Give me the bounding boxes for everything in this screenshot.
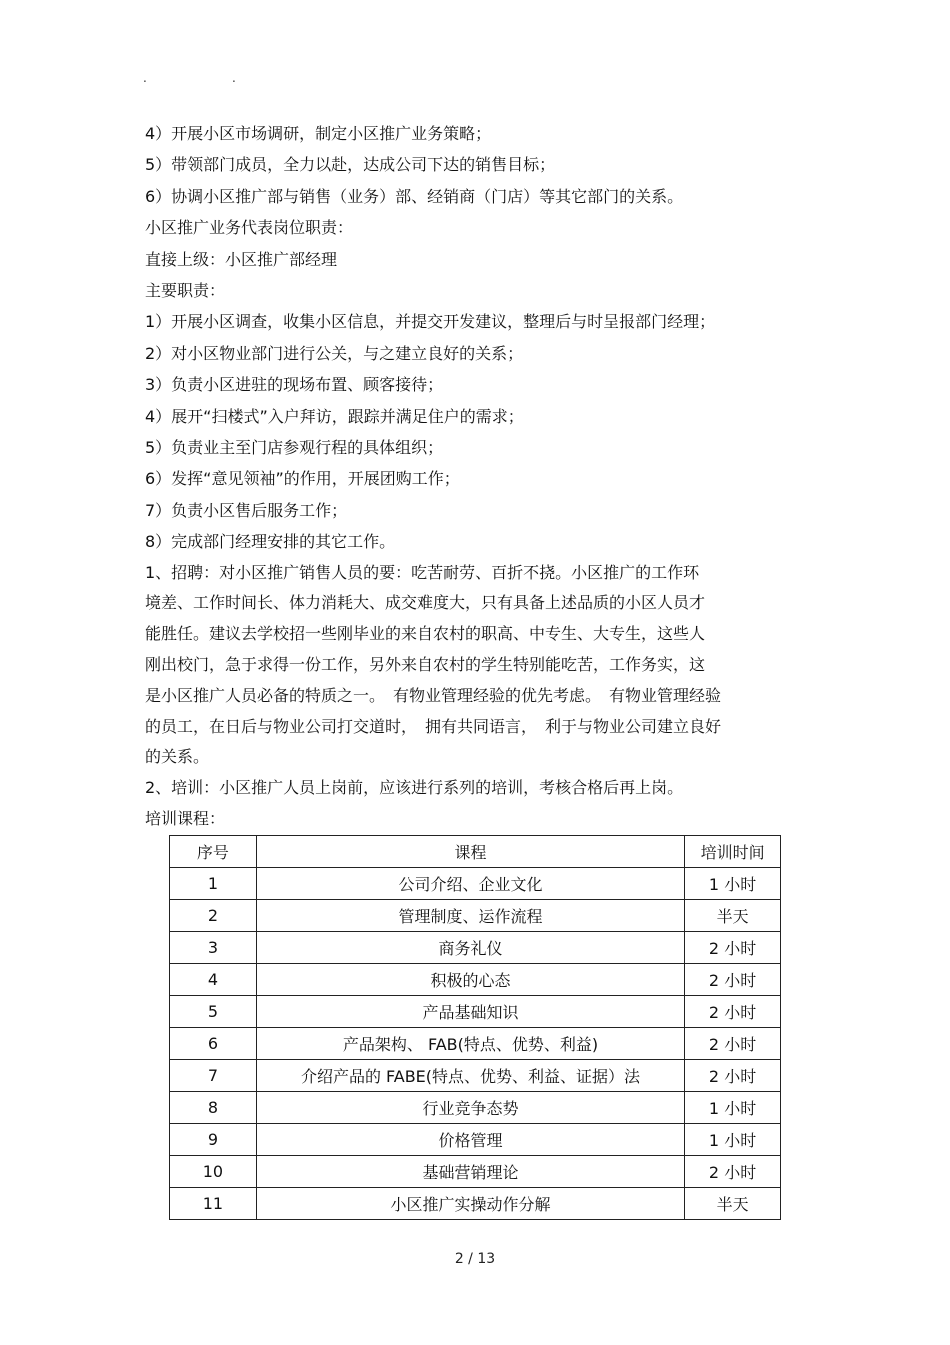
cell-course: 小区推广实操动作分解: [256, 1188, 684, 1220]
paragraph-line: 的关系。: [145, 747, 210, 767]
cell-duration: 2 小时: [685, 996, 781, 1028]
text-line: 7）负责小区售后服务工作；: [145, 500, 348, 520]
text-line: 1）开展小区调查，收集小区信息，并提交开发建议，整理后与时呈报部门经理；: [145, 312, 716, 332]
cell-course: 介绍产品的 FABE(特点、优势、利益、证据）法: [256, 1060, 684, 1092]
courses-label: 培训课程：: [145, 809, 226, 829]
cell-index: 7: [170, 1060, 257, 1092]
table-row: [170, 932, 781, 964]
table-row: [170, 1060, 781, 1092]
header-duration: 培训时间: [685, 836, 781, 868]
cell-duration: 1 小时: [685, 1124, 781, 1156]
text-line: 6）协调小区推广部与销售（业务）部、经销商（门店）等其它部门的关系。: [145, 186, 684, 206]
training-paragraph: 2、培训：小区推广人员上岗前，应该进行系列的培训，考核合格后再上岗。: [145, 778, 684, 798]
duty-list: [145, 118, 805, 558]
table-row: [170, 996, 781, 1028]
text-line: 5）带领部门成员，全力以赴，达成公司下达的销售目标；: [145, 155, 556, 175]
header-mark: .: [232, 71, 236, 85]
page-number: 2 / 13: [454, 1251, 496, 1267]
header-mark: .: [143, 71, 147, 85]
paragraph-line: 境差、工作时间长、体力消耗大、成交难度大，只有具备上述品质的小区人员才: [145, 593, 706, 613]
cell-index: 4: [170, 964, 257, 996]
cell-index: 5: [170, 996, 257, 1028]
text-line: 8）完成部门经理安排的其它工作。: [145, 532, 396, 552]
table-row: [170, 900, 781, 932]
training-course-table: [169, 835, 781, 1220]
cell-index: 10: [170, 1156, 257, 1188]
cell-duration: 2 小时: [685, 932, 781, 964]
cell-course: 价格管理: [256, 1124, 684, 1156]
cell-index: 8: [170, 1092, 257, 1124]
cell-duration: 半天: [685, 1188, 781, 1220]
paragraph-line: 能胜任。建议去学校招一些刚毕业的来自农村的职高、中专生、大专生，这些人: [145, 624, 706, 644]
cell-index: 9: [170, 1124, 257, 1156]
cell-course: 商务礼仪: [256, 932, 684, 964]
cell-duration: 2 小时: [685, 1028, 781, 1060]
cell-duration: 2 小时: [685, 964, 781, 996]
paragraph-line: 刚出校门，急于求得一份工作，另外来自农村的学生特别能吃苦，工作务实，这: [145, 655, 706, 675]
table-row: [170, 868, 781, 900]
cell-course: 公司介绍、企业文化: [256, 868, 684, 900]
text-line: 5）负责业主至门店参观行程的具体组织；: [145, 438, 444, 458]
header-index: 序号: [170, 836, 257, 868]
cell-duration: 1 小时: [685, 1092, 781, 1124]
table-row: [170, 964, 781, 996]
table-header-row: [170, 836, 781, 868]
cell-course: 行业竞争态势: [256, 1092, 684, 1124]
text-line: 6）发挥“意见领袖”的作用，开展团购工作；: [145, 469, 460, 489]
paragraph-line: 1、招聘：对小区推广销售人员的要：吃苦耐劳、百折不挠。小区推广的工作环: [145, 562, 700, 582]
text-line: 3）负责小区进驻的现场布置、顾客接待；: [145, 375, 444, 395]
table-row: [170, 1188, 781, 1220]
paragraph-line: 的员工，在日后与物业公司打交道时， 拥有共同语言， 利于与物业公司建立良好: [145, 716, 722, 736]
cell-index: 1: [170, 868, 257, 900]
cell-index: 3: [170, 932, 257, 964]
table-row: [170, 1156, 781, 1188]
cell-index: 6: [170, 1028, 257, 1060]
text-line: 4）开展小区市场调研，制定小区推广业务策略；: [145, 124, 492, 143]
cell-course: 产品基础知识: [256, 996, 684, 1028]
text-line: 直接上级：小区推广部经理: [145, 249, 338, 269]
section-heading: 小区推广业务代表岗位职责：: [145, 218, 354, 238]
table-row: [170, 1028, 781, 1060]
cell-duration: 2 小时: [685, 1060, 781, 1092]
section-heading: 主要职责：: [145, 281, 226, 301]
cell-duration: 半天: [685, 900, 781, 932]
table-row: [170, 1092, 781, 1124]
header-course: 课程: [256, 836, 684, 868]
cell-course: 产品架构、 FAB(特点、优势、利益): [256, 1028, 684, 1060]
cell-index: 11: [170, 1188, 257, 1220]
cell-duration: 1 小时: [685, 868, 781, 900]
text-line: 2）对小区物业部门进行公关，与之建立良好的关系；: [145, 343, 524, 363]
document-body: [145, 118, 805, 835]
text-line: 4）展开“扫楼式”入户拜访，跟踪并满足住户的需求；: [145, 406, 524, 426]
cell-course: 积极的心态: [256, 964, 684, 996]
recruit-paragraph: [145, 558, 805, 774]
cell-course: 基础营销理论: [256, 1156, 684, 1188]
paragraph-line: 是小区推广人员必备的特质之一。 有物业管理经验的优先考虑。 有物业管理经验: [145, 685, 722, 705]
cell-course: 管理制度、运作流程: [256, 900, 684, 932]
table-row: [170, 1124, 781, 1156]
cell-duration: 2 小时: [685, 1156, 781, 1188]
cell-index: 2: [170, 900, 257, 932]
